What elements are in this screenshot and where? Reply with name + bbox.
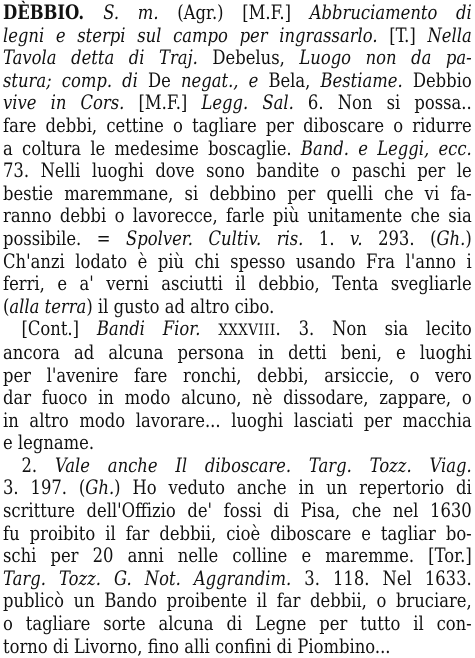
text-line (3, 70, 472, 93)
text-line (3, 47, 472, 70)
text-segment: 6. Non si possa.. (293, 91, 472, 115)
italic-text: Targ. Tozz. G. Not. Aggrandim. (3, 566, 292, 590)
text-segment: ) Ho veduto anche in un repertorio di (114, 476, 472, 500)
text-segment: Bela, (258, 68, 321, 92)
text-segment: a coltura le medesime boscaglie. (3, 136, 301, 160)
text-line (3, 455, 472, 478)
text-line (3, 500, 472, 523)
italic-text: Legg. Sal. (201, 91, 294, 115)
italic-text: Luogo non da pa- (299, 46, 472, 70)
text-segment: ) il gusto ad altro cibo. (86, 294, 275, 318)
text-segment: 2. (21, 453, 55, 477)
text-segment: ( (3, 294, 10, 318)
text-segment: fare debbi, cettine o tagliare per diboscare o ridurre (3, 113, 472, 137)
text-segment: [Cont.] (21, 317, 97, 341)
italic-text: Bestiame. (320, 68, 403, 92)
italic-text: negat., e (180, 68, 259, 92)
text-line (3, 160, 472, 183)
text-segment: e legname. (3, 431, 95, 455)
text-segment: 1. (303, 226, 351, 250)
text-line (3, 115, 472, 138)
text-segment: o tagliare sorte alcuna di Legne per tutto il con- (3, 612, 472, 636)
text-segment: 3. 197. ( (3, 476, 86, 500)
text-segment: per l'avenire fare ronchi, debbi, arsiccie, o vero (3, 363, 472, 387)
text-segment: Debelus, (197, 46, 300, 70)
text-segment: dar fuoco in modo alcuno, nè dissodare, zappare, o (3, 386, 472, 410)
text-segment: Ch'anzi lodato è più chi spesso usando Fra l'anno i (3, 249, 472, 273)
italic-text: S. m. (103, 1, 159, 24)
text-line (3, 636, 472, 658)
text-segment: Debbio (402, 68, 472, 92)
text-segment: publicò un Bando proibente il far debbii, o bruciare, (3, 589, 472, 613)
text-line (3, 251, 472, 274)
italic-text: Gh. (436, 226, 466, 250)
dictionary-entry (3, 1, 472, 658)
text-segment: in altro modo lavorare... luoghi lasciati per macchia (3, 408, 472, 432)
italic-text: Abbruciamento di (309, 1, 472, 24)
text-line (3, 477, 472, 500)
headword: DÈBBIO. (3, 1, 104, 24)
text-line (3, 273, 472, 296)
italic-text: stura; comp. di (3, 68, 138, 92)
italic-text: Spolver. Cultiv. ris. (126, 226, 304, 250)
italic-text: legni e sterpi sul campo per ingrassarlo. (3, 23, 378, 47)
text-line (3, 296, 472, 319)
text-segment: torno di Livorno, fino alli confini di Piombino... (3, 634, 391, 658)
text-segment: . 3. Non sia lecito (275, 317, 472, 341)
italic-text: Vale anche Il diboscare. Targ. Tozz. Viag. (54, 453, 472, 477)
text-line (3, 613, 472, 636)
text-segment: bestie maremmane, si debbino per quelli che vi fa- (3, 181, 472, 205)
text-line (3, 92, 472, 115)
text-segment: XXXVIII (218, 320, 276, 340)
text-line (3, 318, 472, 342)
text-segment: ancora ad alcuna persona in detti beni, e luoghi (3, 340, 472, 364)
italic-text: Bandi Fior. (96, 317, 201, 341)
text-line (3, 228, 472, 251)
text-segment: De (137, 68, 181, 92)
text-line (3, 183, 472, 206)
text-segment: 293. ( (362, 226, 437, 250)
text-line (3, 2, 472, 25)
text-line (3, 432, 472, 455)
text-segment (200, 317, 218, 340)
italic-text: Tavola detta di Traj. (3, 46, 198, 70)
text-segment: ferri, e a' verni asciutti il debbio, Tenta svegliarle (3, 272, 472, 296)
text-line (3, 590, 472, 613)
text-segment: [T.] (377, 23, 428, 47)
text-segment: ranno debbi o lavorecce, farle più unitamente che sia (3, 204, 472, 228)
text-segment: [M.F.] (124, 91, 202, 115)
text-segment: fu proibito il far debbii, cioè diboscare e tagliar bo- (3, 521, 472, 545)
text-segment: scritture dell'Offizio de' fossi di Pisa, che nel 1630 (3, 499, 472, 523)
text-line (3, 410, 472, 433)
italic-text: v. (350, 226, 363, 250)
text-line (3, 205, 472, 228)
text-segment: schi per 20 anni nelle colline e maremme. [Tor.] (3, 544, 472, 568)
text-segment: possibile. = (3, 226, 127, 250)
text-line (3, 365, 472, 388)
italic-text: Gh. (85, 476, 115, 500)
italic-text: alla terra (9, 294, 87, 318)
text-line (3, 25, 472, 48)
italic-text: Band. e Leggi, ecc. (300, 136, 472, 160)
italic-text: Nella (427, 23, 472, 47)
text-line (3, 568, 472, 591)
text-segment: (Agr.) [M.F.] (158, 1, 310, 24)
italic-text: vive in Cors. (3, 91, 125, 115)
text-line (3, 138, 472, 161)
text-segment: 3. 118. Nel 1633. (291, 566, 472, 590)
text-segment: ) (465, 226, 472, 250)
text-segment: 73. Nelli luoghi dove sono bandite o paschi per le (3, 159, 472, 183)
text-line (3, 387, 472, 410)
text-line (3, 545, 472, 568)
text-line (3, 342, 472, 365)
text-line (3, 523, 472, 546)
